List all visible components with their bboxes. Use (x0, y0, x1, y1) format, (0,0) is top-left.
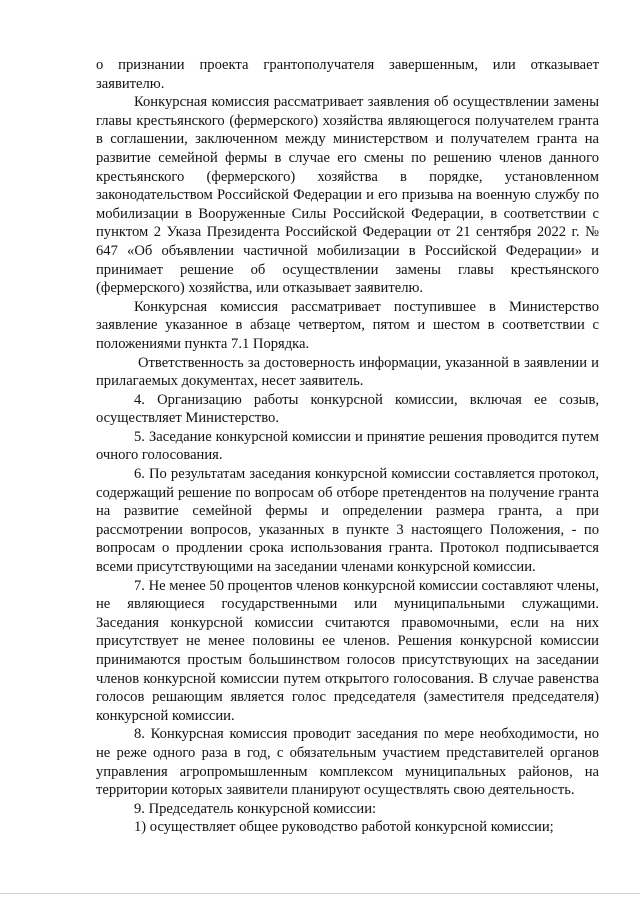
paragraph-item-9: 9. Председатель конкурсной комиссии: (134, 800, 377, 817)
page-bottom-divider (0, 893, 640, 894)
paragraph-responsibility: Ответственность за достоверность информации, указанной в заявлении и прилагаемых документах, несет заявитель. (96, 354, 599, 390)
paragraph-item-4: 4. Организацию работы конкурсной комиссии, включая ее созыв, осуществляет Министерство. (96, 391, 599, 427)
paragraph-item-6: 6. По результатам заседания конкурсной комиссии составляется протокол, содержащий решение по вопросам об отборе претендентов на получение гранта на развитие семейной фермы и определении размера гранта, а при рассмотрении вопросов, указанных в пункте 3 настоящего Положения, - по вопросам о продлении срока использования гранта. Протокол подписывается всеми присутствующими на заседании членами конкурсной комиссии. (96, 466, 599, 576)
paragraph-continuation: о признании проекта грантополучателя завершенным, или отказывает заявителю. (96, 57, 599, 92)
paragraph-item-5: 5. Заседание конкурсной комиссии и принятие решения проводится путем очного голосования. (96, 428, 599, 464)
paragraph-item-7: 7. Не менее 50 процентов членов конкурсной комиссии составляют члены, не являющиеся государственными или муниципальными служащими. Заседания конкурсной комиссии считаются правомочными, если на них присутствует не менее половины ее членов. Решения конкурсной комиссии принимаются простым большинством голосов присутствующих на заседании членов конкурсной комиссии путем открытого голосования. В случае равенства голосов решающим является голос председателя (заместителя председателя) конкурсной комиссии. (96, 577, 599, 724)
paragraph-ministry-application: Конкурсная комиссия рассматривает поступившее в Министерство заявление указанное в абзаце четвертом, пятом и шестом в соответствии с положениями пункта 7.1 Порядка. (96, 298, 599, 352)
paragraph-replacement-of-farm-head: Конкурсная комиссия рассматривает заявления об осуществлении замены главы крестьянского (фермерского) хозяйства являющегося получателем гранта в соглашении, заключенном между министерством и получателем гранта на развитие семейной фермы в случае его смены по решению членов данного крестьянского (фермерского) хозяйства в порядке, установленном законодательством Российской Федерации и его призыва на военную службу по мобилизации в Вооруженные Силы Российской Федерации, в соответствии с пунктом 2 Указа Президента Российской Федерации от 21 сентября 2022 г. № 647 «Об объявлении частичной мобилизации в Российской Федерации» и принимает решение об осуществлении замены главы крестьянского (фермерского) хозяйства, или отказывает заявителю. (96, 94, 599, 297)
document-body (96, 56, 599, 837)
paragraph-item-8: 8. Конкурсная комиссия проводит заседания по мере необходимости, но не реже одного раза в год, с обязательным участием представителей органов управления агропромышленным комплексом муниципальных районов, на территории которых заявители планируют осуществлять свою деятельность. (96, 726, 599, 799)
paragraph-item-9-1: 1) осуществляет общее руководство работой конкурсной комиссии; (134, 819, 554, 836)
